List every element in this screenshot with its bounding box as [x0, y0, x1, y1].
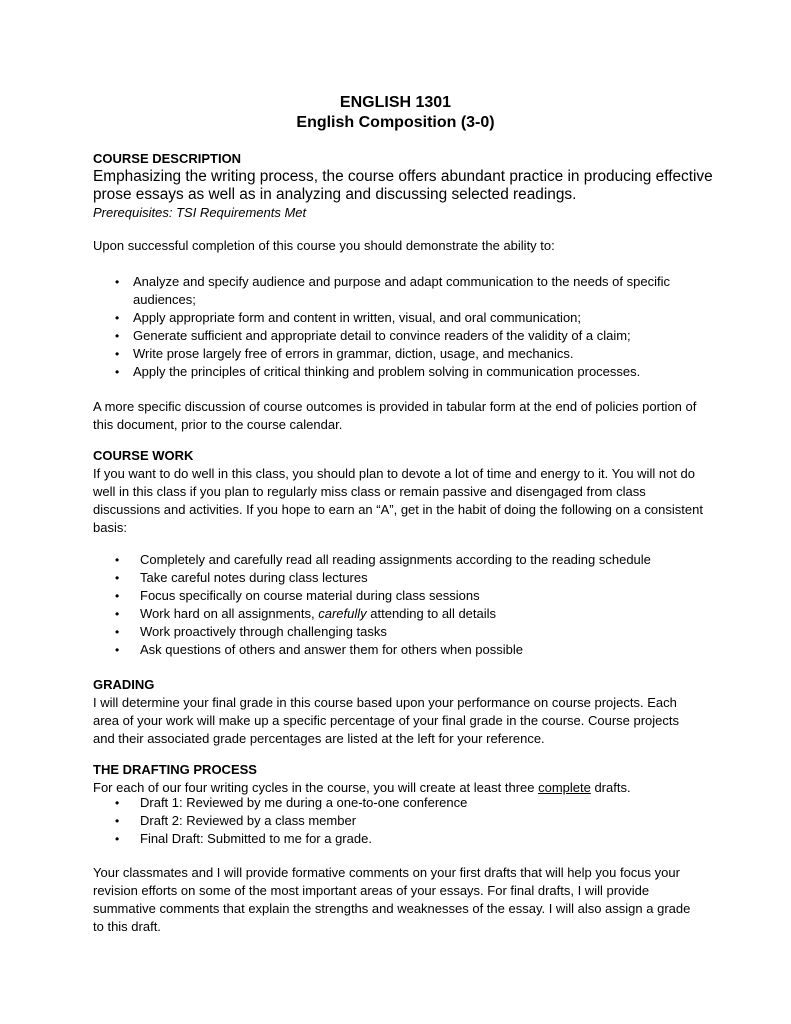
list-item: • Work proactively through challenging tasks — [115, 624, 387, 639]
list-item: • Draft 2: Reviewed by a class member — [115, 813, 357, 828]
drafting-list — [115, 794, 700, 848]
course-title: English Composition (3-0) — [296, 114, 495, 131]
list-item: • Generate sufficient and appropriate detail to convince readers of the validity of a claim; — [115, 328, 631, 343]
list-item: • Take careful notes during class lectures — [115, 570, 368, 585]
course-description-line-1: Emphasizing the writing process, the course offers abundant practice in producing effective — [93, 168, 713, 185]
list-item: • Focus specifically on course material during class sessions — [115, 588, 480, 603]
list-item: • Apply the principles of critical thinking and problem solving in communication processes. — [115, 364, 641, 379]
list-item: • Write prose largely free of errors in grammar, diction, usage, and mechanics. — [115, 346, 574, 361]
grading-section — [93, 676, 698, 748]
grading-text: I will determine your final grade in this course based upon your performance on course projects. Each area of your work will make up a specific percentage of your final grade in the course. Course projects and their associated grade percentages are listed at the left for your reference. — [93, 695, 680, 746]
list-item: • Apply appropriate form and content in written, visual, and oral communication; — [115, 310, 582, 325]
outcomes-intro: Upon successful completion of this course you should demonstrate the ability to: — [93, 238, 555, 253]
drafting-section — [93, 761, 713, 797]
course-description-heading: COURSE DESCRIPTION — [93, 151, 242, 166]
document-header — [0, 93, 791, 133]
course-work-heading: COURSE WORK — [93, 448, 194, 463]
outcomes-note: A more specific discussion of course outcomes is provided in tabular form at the end of policies portion of this document, prior to the course calendar. — [93, 399, 697, 432]
drafting-closing: Your classmates and I will provide formative comments on your first drafts that will help you focus your revision efforts on some of the most important areas of your essays. For final drafts, I will provide summative comments that explain the strengths and weaknesses of the essay. I will also assign a grade to this draft. — [93, 865, 691, 934]
course-work-text: If you want to do well in this class, you should plan to devote a lot of time and energy to it. You will not do well in this class if you plan to regularly miss class or remain passive and disengaged from class discussions and activities. If you hope to earn an “A”, get in the habit of doing the following on a consistent basis: — [93, 466, 703, 535]
list-item: • Analyze and specify audience and purpose and adapt communication to the needs of specific audiences; — [115, 274, 670, 307]
course-description-section — [93, 150, 713, 222]
course-code: ENGLISH 1301 — [339, 94, 452, 111]
prerequisites: Prerequisites: TSI Requirements Met — [93, 205, 307, 220]
course-description-line-2: prose essays as well as in analyzing and discussing selected readings. — [93, 186, 577, 203]
grading-heading: GRADING — [93, 677, 155, 692]
drafting-heading: THE DRAFTING PROCESS — [93, 762, 257, 777]
list-item: • Ask questions of others and answer them for others when possible — [115, 642, 523, 657]
outcomes-list — [115, 273, 693, 381]
course-work-section — [93, 447, 705, 537]
list-item: • Completely and carefully read all reading assignments according to the reading schedule — [115, 552, 651, 567]
list-item: • Final Draft: Submitted to me for a grade. — [115, 831, 372, 846]
list-item: • Draft 1: Reviewed by me during a one-to-one conference — [115, 795, 468, 810]
list-item: • Work hard on all assignments, carefully attending to all details — [115, 606, 497, 621]
drafting-intro: For each of our four writing cycles in the course, you will create at least three complete drafts. — [93, 780, 631, 795]
course-work-list — [115, 551, 700, 659]
